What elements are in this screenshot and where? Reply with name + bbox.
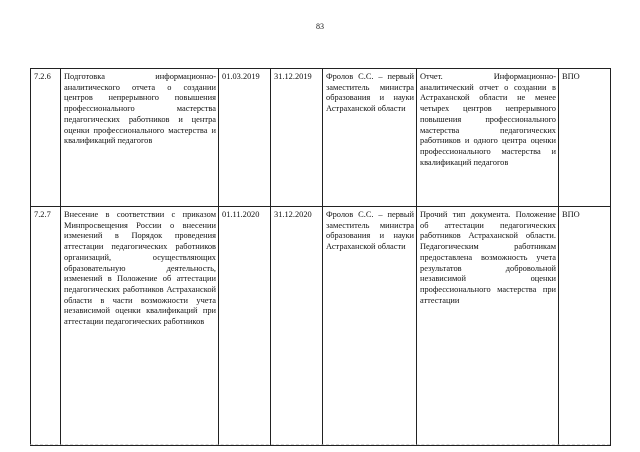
end-date-cell: 31.12.2020 bbox=[271, 207, 323, 446]
table-row bbox=[31, 207, 611, 446]
start-date-cell: 01.11.2020 bbox=[219, 207, 271, 446]
start-date-cell: 01.03.2019 bbox=[219, 69, 271, 207]
category-cell: ВПО bbox=[559, 69, 611, 207]
activity-table bbox=[30, 68, 611, 446]
result-cell: Прочий тип документа. Положение об аттестации педагогических работников Астраханской области. Педагогическим работникам предоставлена возможность учета результатов добровольной независимой оценки профессионального мастерства при аттестации bbox=[417, 207, 559, 446]
result-cell: Отчет. Информационно-аналитический отчет о создании в Астраханской области не менее четырех центров непрерывного повышения профессионального мастерства педагогических работников и одного центра оценки профессионального мастерства и квалификаций педагогов bbox=[417, 69, 559, 207]
category-cell: ВПО bbox=[559, 207, 611, 446]
activity-cell: Подготовка информационно-аналитического отчета о создании центров непрерывного повышения профессионального мастерства педагогических работников и центра оценки профессионального мастерства и квалификаций педагогов bbox=[61, 69, 219, 207]
item-number-cell: 7.2.7 bbox=[31, 207, 61, 446]
responsible-cell: Фролов С.С. – первый заместитель министра образования и науки Астраханской области bbox=[323, 69, 417, 207]
scan-edge-line bbox=[30, 444, 610, 445]
page-number: 83 bbox=[316, 22, 324, 31]
end-date-cell: 31.12.2019 bbox=[271, 69, 323, 207]
item-number-cell: 7.2.6 bbox=[31, 69, 61, 207]
activity-cell: Внесение в соответствии с приказом Минпросвещения России о внесении изменений в Порядок проведения аттестации педагогических работников организаций, осуществляющих образовательную деятельность, изменений в Положение об аттестации педагогических работников Астраханской области в части возможности учета независимой оценки квалификаций при аттестации педагогических работников bbox=[61, 207, 219, 446]
responsible-cell: Фролов С.С. – первый заместитель министра образования и науки Астраханской области bbox=[323, 207, 417, 446]
table-row bbox=[31, 69, 611, 207]
